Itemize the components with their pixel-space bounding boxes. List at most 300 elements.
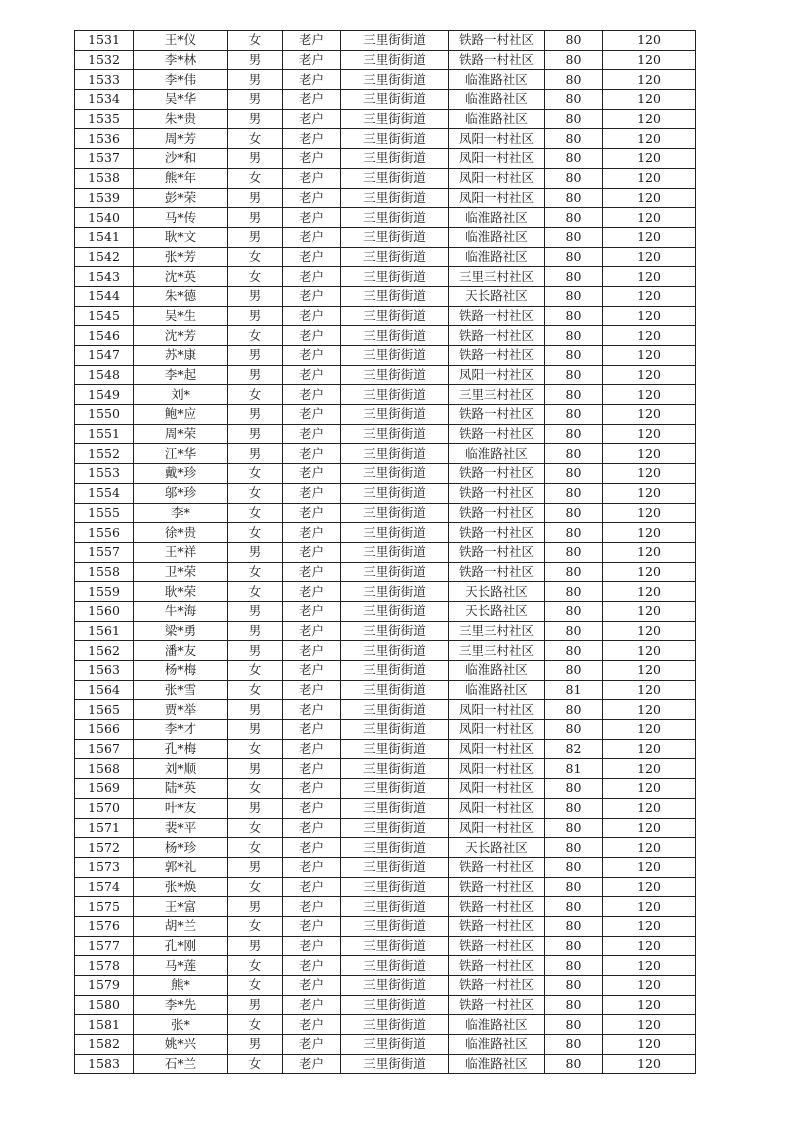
- cell-type: 老户: [283, 680, 341, 700]
- cell-community: 天长路社区: [449, 286, 545, 306]
- record-table: [74, 30, 696, 1074]
- cell-gender: 男: [228, 208, 283, 228]
- cell-gender: 男: [228, 109, 283, 129]
- table-row: [75, 227, 696, 247]
- cell-age: 80: [545, 168, 603, 188]
- table-row: [75, 70, 696, 90]
- cell-street: 三里街街道: [341, 306, 449, 326]
- cell-community: 铁路一村社区: [449, 326, 545, 346]
- cell-gender: 男: [228, 346, 283, 366]
- table-row: [75, 1054, 696, 1074]
- cell-gender: 男: [228, 995, 283, 1015]
- cell-name: 李*才: [134, 720, 228, 740]
- cell-type: 老户: [283, 346, 341, 366]
- cell-name: 朱*贵: [134, 109, 228, 129]
- cell-gender: 男: [228, 700, 283, 720]
- cell-id: 1547: [75, 346, 134, 366]
- cell-community: 三里三村社区: [449, 267, 545, 287]
- cell-name: 潘*友: [134, 641, 228, 661]
- cell-name: 裴*平: [134, 818, 228, 838]
- cell-community: 临淮路社区: [449, 1015, 545, 1035]
- cell-street: 三里街街道: [341, 1035, 449, 1055]
- cell-street: 三里街街道: [341, 936, 449, 956]
- cell-gender: 男: [228, 227, 283, 247]
- cell-id: 1532: [75, 50, 134, 70]
- cell-street: 三里街街道: [341, 208, 449, 228]
- cell-id: 1557: [75, 542, 134, 562]
- table-row: [75, 936, 696, 956]
- cell-id: 1543: [75, 267, 134, 287]
- table-row: [75, 818, 696, 838]
- cell-community: 铁路一村社区: [449, 31, 545, 51]
- cell-id: 1544: [75, 286, 134, 306]
- cell-name: 孔*梅: [134, 739, 228, 759]
- table-row: [75, 109, 696, 129]
- cell-amount: 120: [603, 877, 696, 897]
- cell-age: 80: [545, 444, 603, 464]
- table-row: [75, 523, 696, 543]
- cell-amount: 120: [603, 346, 696, 366]
- cell-community: 临淮路社区: [449, 90, 545, 110]
- cell-community: 临淮路社区: [449, 208, 545, 228]
- cell-name: 石*兰: [134, 1054, 228, 1074]
- table-row: [75, 444, 696, 464]
- cell-age: 80: [545, 661, 603, 681]
- cell-amount: 120: [603, 779, 696, 799]
- cell-street: 三里街街道: [341, 444, 449, 464]
- table-row: [75, 542, 696, 562]
- cell-community: 铁路一村社区: [449, 995, 545, 1015]
- cell-name: 张*焕: [134, 877, 228, 897]
- cell-community: 凤阳一村社区: [449, 798, 545, 818]
- cell-type: 老户: [283, 503, 341, 523]
- cell-id: 1583: [75, 1054, 134, 1074]
- cell-amount: 120: [603, 405, 696, 425]
- cell-id: 1539: [75, 188, 134, 208]
- cell-street: 三里街街道: [341, 346, 449, 366]
- cell-age: 80: [545, 346, 603, 366]
- cell-type: 老户: [283, 306, 341, 326]
- cell-age: 80: [545, 976, 603, 996]
- cell-amount: 120: [603, 306, 696, 326]
- cell-community: 凤阳一村社区: [449, 129, 545, 149]
- cell-gender: 女: [228, 168, 283, 188]
- cell-age: 80: [545, 483, 603, 503]
- cell-type: 老户: [283, 31, 341, 51]
- cell-name: 王*祥: [134, 542, 228, 562]
- cell-street: 三里街街道: [341, 365, 449, 385]
- cell-id: 1548: [75, 365, 134, 385]
- cell-name: 李*: [134, 503, 228, 523]
- table-row: [75, 739, 696, 759]
- cell-street: 三里街街道: [341, 90, 449, 110]
- cell-name: 刘*: [134, 385, 228, 405]
- cell-gender: 女: [228, 1054, 283, 1074]
- table-row: [75, 503, 696, 523]
- cell-street: 三里街街道: [341, 247, 449, 267]
- cell-gender: 男: [228, 286, 283, 306]
- cell-id: 1545: [75, 306, 134, 326]
- cell-type: 老户: [283, 188, 341, 208]
- cell-street: 三里街街道: [341, 1054, 449, 1074]
- cell-street: 三里街街道: [341, 168, 449, 188]
- cell-age: 80: [545, 582, 603, 602]
- cell-id: 1556: [75, 523, 134, 543]
- cell-amount: 120: [603, 50, 696, 70]
- table-row: [75, 779, 696, 799]
- cell-name: 沈*英: [134, 267, 228, 287]
- cell-amount: 120: [603, 267, 696, 287]
- cell-name: 孔*刚: [134, 936, 228, 956]
- cell-id: 1572: [75, 838, 134, 858]
- cell-id: 1581: [75, 1015, 134, 1035]
- cell-age: 80: [545, 838, 603, 858]
- cell-type: 老户: [283, 365, 341, 385]
- table-row: [75, 621, 696, 641]
- cell-community: 凤阳一村社区: [449, 720, 545, 740]
- cell-name: 吴*生: [134, 306, 228, 326]
- cell-gender: 男: [228, 306, 283, 326]
- cell-street: 三里街街道: [341, 641, 449, 661]
- cell-id: 1562: [75, 641, 134, 661]
- cell-amount: 120: [603, 542, 696, 562]
- cell-type: 老户: [283, 542, 341, 562]
- cell-type: 老户: [283, 720, 341, 740]
- cell-name: 姚*兴: [134, 1035, 228, 1055]
- cell-age: 80: [545, 720, 603, 740]
- cell-id: 1580: [75, 995, 134, 1015]
- cell-street: 三里街街道: [341, 405, 449, 425]
- cell-amount: 120: [603, 129, 696, 149]
- cell-amount: 120: [603, 1015, 696, 1035]
- table-row: [75, 188, 696, 208]
- cell-id: 1552: [75, 444, 134, 464]
- cell-community: 铁路一村社区: [449, 503, 545, 523]
- cell-type: 老户: [283, 857, 341, 877]
- cell-age: 80: [545, 779, 603, 799]
- cell-community: 铁路一村社区: [449, 936, 545, 956]
- cell-id: 1546: [75, 326, 134, 346]
- cell-age: 80: [545, 109, 603, 129]
- cell-gender: 女: [228, 385, 283, 405]
- cell-gender: 女: [228, 739, 283, 759]
- cell-name: 梁*勇: [134, 621, 228, 641]
- cell-name: 彭*荣: [134, 188, 228, 208]
- cell-age: 80: [545, 70, 603, 90]
- cell-id: 1569: [75, 779, 134, 799]
- cell-age: 80: [545, 523, 603, 543]
- cell-type: 老户: [283, 700, 341, 720]
- cell-amount: 120: [603, 916, 696, 936]
- table-row: [75, 798, 696, 818]
- cell-gender: 男: [228, 50, 283, 70]
- cell-age: 80: [545, 798, 603, 818]
- cell-community: 铁路一村社区: [449, 405, 545, 425]
- cell-amount: 120: [603, 936, 696, 956]
- cell-street: 三里街街道: [341, 227, 449, 247]
- cell-street: 三里街街道: [341, 424, 449, 444]
- cell-amount: 120: [603, 286, 696, 306]
- cell-gender: 女: [228, 31, 283, 51]
- cell-age: 80: [545, 995, 603, 1015]
- cell-age: 80: [545, 385, 603, 405]
- cell-street: 三里街街道: [341, 956, 449, 976]
- table-row: [75, 424, 696, 444]
- cell-type: 老户: [283, 483, 341, 503]
- cell-age: 80: [545, 1035, 603, 1055]
- cell-type: 老户: [283, 798, 341, 818]
- cell-id: 1566: [75, 720, 134, 740]
- cell-amount: 120: [603, 424, 696, 444]
- cell-community: 临淮路社区: [449, 1035, 545, 1055]
- cell-amount: 120: [603, 1035, 696, 1055]
- cell-name: 贾*举: [134, 700, 228, 720]
- cell-type: 老户: [283, 267, 341, 287]
- table-row: [75, 976, 696, 996]
- cell-street: 三里街街道: [341, 542, 449, 562]
- cell-name: 杨*梅: [134, 661, 228, 681]
- cell-id: 1534: [75, 90, 134, 110]
- cell-gender: 男: [228, 720, 283, 740]
- cell-amount: 120: [603, 444, 696, 464]
- cell-age: 80: [545, 267, 603, 287]
- cell-gender: 女: [228, 582, 283, 602]
- table-row: [75, 897, 696, 917]
- cell-age: 80: [545, 936, 603, 956]
- cell-street: 三里街街道: [341, 109, 449, 129]
- cell-name: 周*荣: [134, 424, 228, 444]
- cell-id: 1540: [75, 208, 134, 228]
- cell-community: 临淮路社区: [449, 247, 545, 267]
- cell-community: 临淮路社区: [449, 661, 545, 681]
- cell-community: 天长路社区: [449, 582, 545, 602]
- cell-type: 老户: [283, 661, 341, 681]
- cell-name: 朱*德: [134, 286, 228, 306]
- cell-name: 马*传: [134, 208, 228, 228]
- cell-id: 1560: [75, 601, 134, 621]
- cell-amount: 120: [603, 700, 696, 720]
- cell-id: 1536: [75, 129, 134, 149]
- cell-amount: 120: [603, 208, 696, 228]
- cell-gender: 女: [228, 523, 283, 543]
- cell-street: 三里街街道: [341, 798, 449, 818]
- cell-name: 苏*康: [134, 346, 228, 366]
- table-row: [75, 720, 696, 740]
- cell-type: 老户: [283, 424, 341, 444]
- cell-gender: 男: [228, 149, 283, 169]
- cell-community: 铁路一村社区: [449, 483, 545, 503]
- cell-street: 三里街街道: [341, 601, 449, 621]
- cell-amount: 120: [603, 188, 696, 208]
- cell-community: 铁路一村社区: [449, 897, 545, 917]
- cell-id: 1554: [75, 483, 134, 503]
- table-row: [75, 661, 696, 681]
- cell-gender: 女: [228, 326, 283, 346]
- cell-community: 临淮路社区: [449, 680, 545, 700]
- cell-id: 1565: [75, 700, 134, 720]
- cell-street: 三里街街道: [341, 700, 449, 720]
- cell-id: 1578: [75, 956, 134, 976]
- cell-community: 铁路一村社区: [449, 50, 545, 70]
- cell-gender: 男: [228, 405, 283, 425]
- cell-amount: 120: [603, 897, 696, 917]
- cell-type: 老户: [283, 385, 341, 405]
- cell-name: 吴*华: [134, 90, 228, 110]
- table-row: [75, 326, 696, 346]
- cell-amount: 120: [603, 582, 696, 602]
- cell-age: 82: [545, 739, 603, 759]
- cell-amount: 120: [603, 759, 696, 779]
- cell-community: 凤阳一村社区: [449, 739, 545, 759]
- table-row: [75, 956, 696, 976]
- cell-community: 铁路一村社区: [449, 542, 545, 562]
- cell-street: 三里街街道: [341, 976, 449, 996]
- table-row: [75, 168, 696, 188]
- cell-street: 三里街街道: [341, 129, 449, 149]
- cell-amount: 120: [603, 464, 696, 484]
- cell-age: 80: [545, 956, 603, 976]
- table-row: [75, 680, 696, 700]
- cell-amount: 120: [603, 31, 696, 51]
- cell-age: 80: [545, 326, 603, 346]
- table-row: [75, 838, 696, 858]
- cell-amount: 120: [603, 385, 696, 405]
- cell-age: 80: [545, 877, 603, 897]
- cell-gender: 男: [228, 936, 283, 956]
- table-row: [75, 90, 696, 110]
- cell-gender: 女: [228, 916, 283, 936]
- cell-age: 80: [545, 562, 603, 582]
- cell-age: 80: [545, 621, 603, 641]
- cell-type: 老户: [283, 601, 341, 621]
- cell-amount: 120: [603, 995, 696, 1015]
- cell-gender: 女: [228, 503, 283, 523]
- cell-amount: 120: [603, 720, 696, 740]
- cell-gender: 女: [228, 818, 283, 838]
- cell-age: 80: [545, 50, 603, 70]
- cell-id: 1533: [75, 70, 134, 90]
- cell-street: 三里街街道: [341, 483, 449, 503]
- cell-amount: 120: [603, 739, 696, 759]
- cell-street: 三里街街道: [341, 995, 449, 1015]
- table-row: [75, 759, 696, 779]
- cell-gender: 男: [228, 70, 283, 90]
- cell-name: 张*芳: [134, 247, 228, 267]
- cell-type: 老户: [283, 818, 341, 838]
- cell-gender: 男: [228, 897, 283, 917]
- cell-type: 老户: [283, 838, 341, 858]
- table-row: [75, 346, 696, 366]
- cell-gender: 男: [228, 621, 283, 641]
- cell-community: 铁路一村社区: [449, 464, 545, 484]
- cell-type: 老户: [283, 208, 341, 228]
- cell-type: 老户: [283, 523, 341, 543]
- cell-name: 周*芳: [134, 129, 228, 149]
- cell-age: 80: [545, 129, 603, 149]
- cell-type: 老户: [283, 877, 341, 897]
- table-row: [75, 129, 696, 149]
- cell-community: 天长路社区: [449, 838, 545, 858]
- cell-street: 三里街街道: [341, 267, 449, 287]
- cell-name: 胡*兰: [134, 916, 228, 936]
- cell-gender: 女: [228, 562, 283, 582]
- cell-street: 三里街街道: [341, 838, 449, 858]
- cell-amount: 120: [603, 798, 696, 818]
- cell-id: 1559: [75, 582, 134, 602]
- cell-type: 老户: [283, 168, 341, 188]
- cell-id: 1535: [75, 109, 134, 129]
- cell-type: 老户: [283, 897, 341, 917]
- cell-type: 老户: [283, 562, 341, 582]
- cell-type: 老户: [283, 444, 341, 464]
- cell-type: 老户: [283, 621, 341, 641]
- cell-id: 1537: [75, 149, 134, 169]
- cell-amount: 120: [603, 601, 696, 621]
- cell-name: 张*: [134, 1015, 228, 1035]
- cell-type: 老户: [283, 149, 341, 169]
- cell-age: 80: [545, 641, 603, 661]
- cell-amount: 120: [603, 562, 696, 582]
- cell-community: 临淮路社区: [449, 1054, 545, 1074]
- cell-age: 80: [545, 601, 603, 621]
- cell-street: 三里街街道: [341, 621, 449, 641]
- cell-community: 临淮路社区: [449, 444, 545, 464]
- cell-community: 铁路一村社区: [449, 956, 545, 976]
- cell-amount: 120: [603, 523, 696, 543]
- cell-street: 三里街街道: [341, 149, 449, 169]
- cell-street: 三里街街道: [341, 877, 449, 897]
- cell-age: 80: [545, 31, 603, 51]
- cell-id: 1567: [75, 739, 134, 759]
- cell-name: 叶*友: [134, 798, 228, 818]
- cell-amount: 120: [603, 857, 696, 877]
- cell-id: 1575: [75, 897, 134, 917]
- cell-street: 三里街街道: [341, 50, 449, 70]
- cell-street: 三里街街道: [341, 1015, 449, 1035]
- cell-amount: 120: [603, 109, 696, 129]
- cell-amount: 120: [603, 227, 696, 247]
- cell-community: 铁路一村社区: [449, 857, 545, 877]
- table-row: [75, 857, 696, 877]
- cell-street: 三里街街道: [341, 503, 449, 523]
- cell-type: 老户: [283, 779, 341, 799]
- cell-street: 三里街街道: [341, 857, 449, 877]
- cell-community: 临淮路社区: [449, 70, 545, 90]
- cell-name: 江*华: [134, 444, 228, 464]
- cell-gender: 女: [228, 956, 283, 976]
- cell-name: 陆*英: [134, 779, 228, 799]
- cell-gender: 男: [228, 365, 283, 385]
- cell-community: 凤阳一村社区: [449, 168, 545, 188]
- cell-street: 三里街街道: [341, 582, 449, 602]
- cell-age: 80: [545, 424, 603, 444]
- table-row: [75, 483, 696, 503]
- table-row: [75, 286, 696, 306]
- cell-gender: 女: [228, 247, 283, 267]
- cell-community: 凤阳一村社区: [449, 700, 545, 720]
- cell-id: 1563: [75, 661, 134, 681]
- cell-street: 三里街街道: [341, 464, 449, 484]
- cell-community: 铁路一村社区: [449, 916, 545, 936]
- table-row: [75, 385, 696, 405]
- cell-street: 三里街街道: [341, 818, 449, 838]
- cell-gender: 女: [228, 464, 283, 484]
- cell-community: 凤阳一村社区: [449, 818, 545, 838]
- cell-name: 李*伟: [134, 70, 228, 90]
- cell-amount: 120: [603, 503, 696, 523]
- cell-type: 老户: [283, 1035, 341, 1055]
- cell-type: 老户: [283, 109, 341, 129]
